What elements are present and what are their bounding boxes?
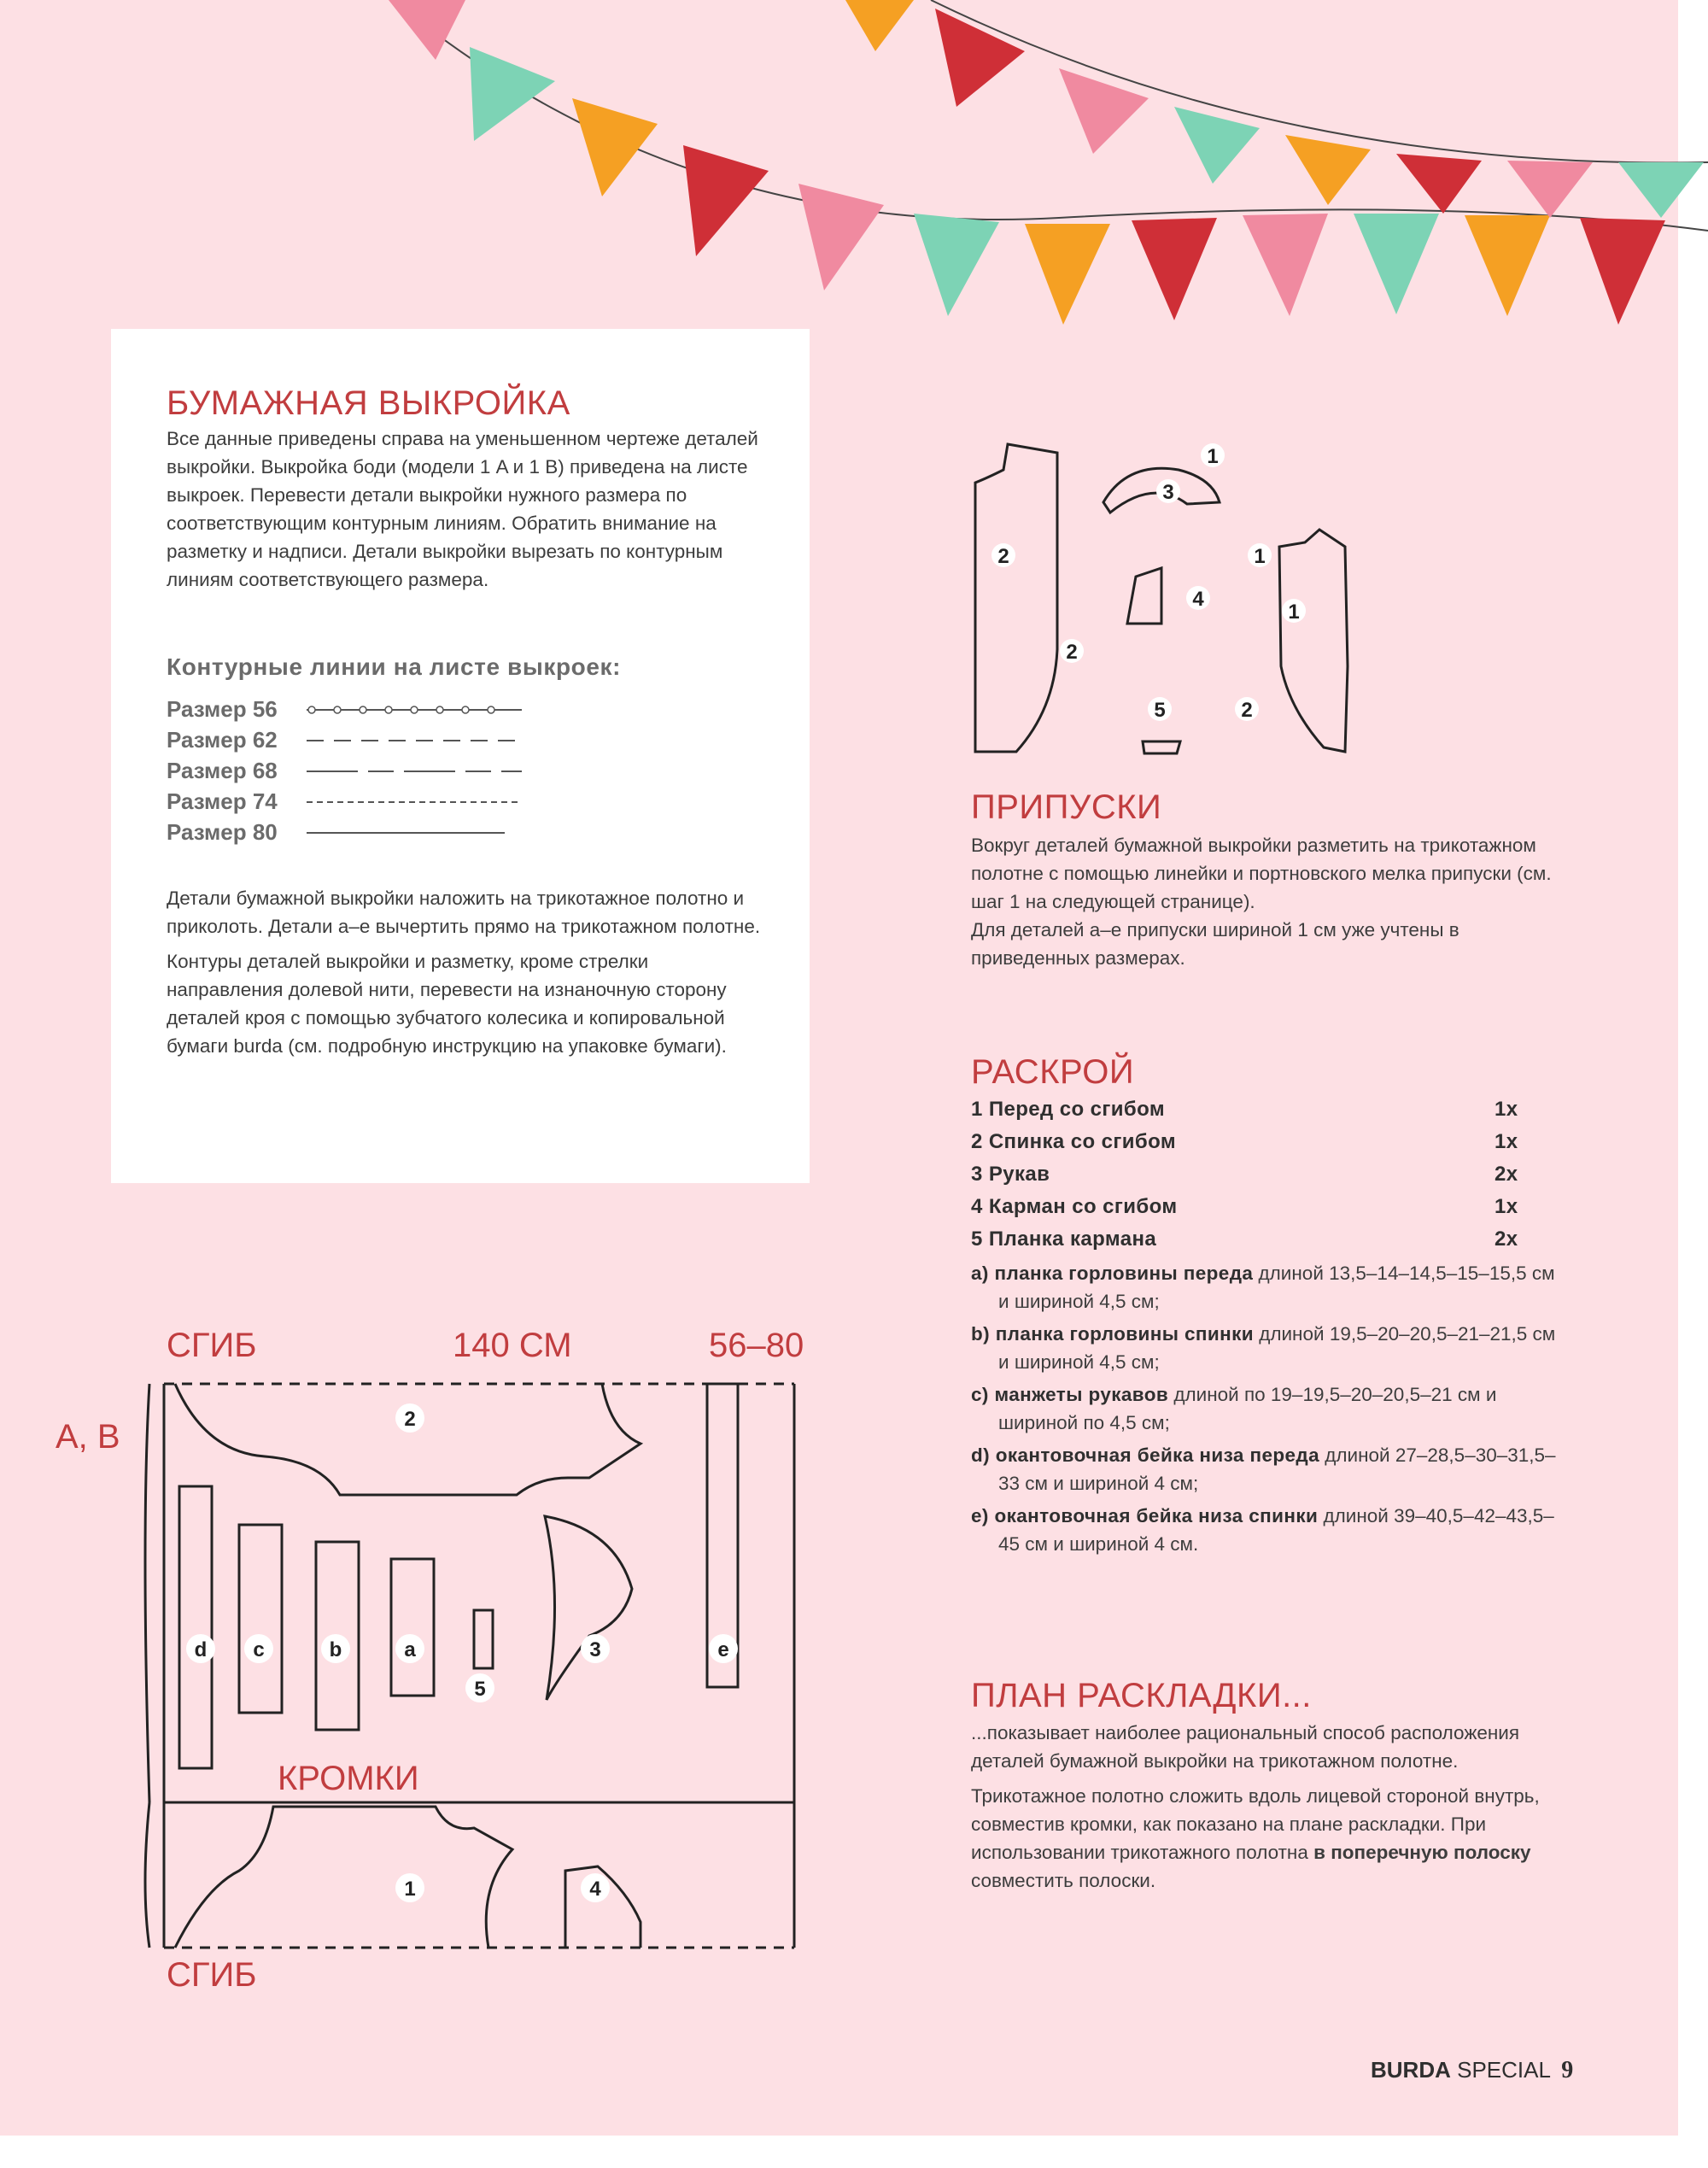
cut-extra-name: e) окантовочная бейка низа спинки [971, 1505, 1319, 1526]
flag [389, 0, 465, 60]
paper-pattern-intro: Все данные приведены справа на уменьшенном чертеже деталей выкройки. Выкройка боди (модели 1 A и 1 B) приведена на листе выкроек. Перевести детали выкройки нужного размера по соответствующим контурным линиям. Обратить внимание на разметку и надписи. Детали выкройки вырезать по контурным линиям соответствующего размера. [167, 428, 758, 590]
piece-label: 2 [1066, 641, 1078, 664]
cut-extra-text: длиной 27–28,5–30–31,5–33 см и шириной 4 см; [998, 1444, 1556, 1494]
paper-pattern-para2: Детали бумажной выкройки наложить на трикотажное полотно и приколоть. Детали a–e вычертить прямо на трикотажном полотне. [167, 888, 761, 937]
cut-extra [971, 1502, 1569, 1558]
piece-5 [474, 1610, 493, 1668]
paper-pattern-title: БУМАЖНАЯ ВЫКРОЙКА [167, 384, 570, 422]
seam-text2: Для деталей a–e припуски шириной 1 см уже учтены в приведенных размерах. [971, 919, 1459, 969]
line-long-short [303, 763, 525, 780]
piece-label: c [253, 1638, 265, 1661]
piece-label: 1 [1288, 601, 1300, 624]
cut-item-count: 2x [1494, 1163, 1518, 1186]
paper-pattern-note [111, 329, 810, 1183]
size-label: Размер 74 [167, 788, 278, 814]
flag [1025, 224, 1110, 325]
cut-extra-name: b) планка горловины спинки [971, 1323, 1254, 1345]
cut-item-count: 2x [1494, 1228, 1518, 1251]
cut-item [971, 1126, 1569, 1158]
models-label: A, B [56, 1418, 120, 1456]
piece-label: 2 [997, 545, 1009, 568]
size-label: Размер 62 [167, 727, 278, 753]
flag [470, 47, 555, 141]
front-piece-outline [1279, 530, 1348, 752]
size-label: Размер 68 [167, 758, 278, 783]
seam-title: ПРИПУСКИ [971, 788, 1162, 826]
cut-item [971, 1158, 1569, 1191]
piece-label: 1 [1207, 445, 1219, 468]
fold-label-bottom: СГИБ [167, 1956, 257, 1994]
back-piece-2 [175, 1384, 640, 1495]
footer-brand: BURDA [1371, 2057, 1451, 2083]
size-row [167, 788, 679, 819]
pattern-pieces-thumbnail [956, 427, 1366, 769]
cut-item-label: 5 Планка кармана [971, 1228, 1157, 1251]
flag [914, 214, 999, 316]
piece-label: 4 [589, 1878, 601, 1901]
contour-heading: Контурные линии на листе выкроек: [167, 653, 622, 680]
layout-plan-text1: ...показывает наиболее рациональный способ расположения деталей бумажной выкройки на трикотажном полотне. [971, 1722, 1520, 1772]
piece-label: 5 [1154, 699, 1166, 722]
cut-extra [971, 1320, 1569, 1376]
garland-string-upper [931, 0, 1708, 162]
piece-label: b [329, 1638, 342, 1661]
line-fine-dash [303, 794, 525, 811]
cut-extra-text: длиной 19,5–20–20,5–21–21,5 см и шириной 4,5 см; [998, 1323, 1556, 1373]
flag [1174, 107, 1260, 184]
cut-extra-name: d) окантовочная бейка низа переда [971, 1444, 1320, 1466]
page-number: 9 [1561, 2057, 1574, 2083]
line-dot-dash [303, 701, 525, 718]
line-dashed [303, 732, 525, 749]
cut-extra-name: a) планка горловины переда [971, 1263, 1254, 1284]
cutting-list [971, 1093, 1569, 1562]
back-piece-outline [975, 444, 1057, 752]
flag [798, 184, 884, 290]
strip-d [179, 1486, 212, 1768]
width-label: 140 СМ [453, 1327, 572, 1364]
cut-extra [971, 1441, 1569, 1497]
layout-plan-text [971, 1719, 1569, 1901]
piece-label: 1 [1254, 545, 1266, 568]
strip-c [239, 1525, 282, 1713]
piece-label: 2 [1241, 699, 1253, 722]
cutting-title: РАСКРОЙ [971, 1053, 1135, 1091]
size-row [167, 727, 679, 758]
pocket-band-outline [1143, 741, 1180, 753]
cut-item-label: 4 Карман со сгибом [971, 1195, 1178, 1218]
cut-extra-text: длиной 13,5–14–14,5–15–15,5 см и шириной 4,5 см; [998, 1263, 1555, 1312]
cut-extra [971, 1259, 1569, 1315]
layout-plan-title: ПЛАН РАСКЛАДКИ... [971, 1677, 1312, 1714]
flag [1059, 68, 1149, 154]
piece-label: a [404, 1638, 416, 1661]
flag [845, 0, 914, 51]
flag [1285, 135, 1371, 205]
seam-text [971, 831, 1569, 972]
piece-label: 1 [404, 1878, 416, 1901]
strip-a [391, 1559, 434, 1696]
size-row [167, 696, 679, 727]
size-label: Размер 80 [167, 819, 278, 845]
cut-item-label: 3 Рукав [971, 1163, 1050, 1186]
cut-item-label: 1 Перед со сгибом [971, 1098, 1166, 1121]
sleeve-piece-3 [545, 1516, 632, 1700]
piece-label: e [717, 1638, 729, 1661]
piece-label: 3 [1162, 481, 1174, 504]
page-footer [1371, 2057, 1573, 2084]
fold-label-top: СГИБ [167, 1327, 257, 1364]
flag [1354, 214, 1439, 314]
cut-item [971, 1191, 1569, 1223]
flag [683, 145, 769, 256]
cut-item [971, 1223, 1569, 1256]
seam-text1: Вокруг деталей бумажной выкройки разметить на трикотажном полотне с помощью линейки и портновского мелка припуски (см. шаг 1 на следующей странице). [971, 835, 1552, 912]
bunting-garland [0, 0, 1708, 359]
size-row [167, 819, 679, 850]
cut-extra-name: c) манжеты рукавов [971, 1384, 1169, 1405]
flag [1243, 214, 1328, 316]
flag [1132, 218, 1217, 320]
layout-diagram [137, 1358, 803, 1965]
cut-item-count: 1x [1494, 1098, 1518, 1121]
cut-item-count: 1x [1494, 1195, 1518, 1218]
cut-item [971, 1093, 1569, 1126]
flag [1507, 161, 1593, 218]
selvedges-label: КРОМКИ [278, 1760, 419, 1797]
flag [572, 98, 658, 196]
piece-label: 3 [589, 1638, 601, 1661]
piece-label: d [194, 1638, 208, 1661]
flag [1618, 162, 1704, 218]
front-piece-1 [175, 1807, 512, 1948]
layout-plan-text2: Трикотажное полотно сложить вдоль лицевой стороной внутрь, совместив кромки, как показано на плане раскладки. При использовании трикотажного полотна в поперечную полоску совместить полоски. [971, 1785, 1540, 1891]
flag [1396, 154, 1482, 214]
piece-label: 2 [404, 1408, 416, 1431]
footer-special: SPECIAL [1457, 2057, 1550, 2083]
size-row [167, 758, 679, 788]
flag [1465, 215, 1550, 316]
fold-bracket [145, 1384, 149, 1948]
line-solid [303, 824, 525, 841]
cut-extra [971, 1380, 1569, 1437]
sizes-label: 56–80 [709, 1327, 804, 1364]
size-label: Размер 56 [167, 696, 278, 722]
cut-item-label: 2 Спинка со сгибом [971, 1130, 1177, 1153]
size-legend [167, 696, 679, 850]
flag [1580, 218, 1665, 325]
paper-pattern-text [167, 884, 764, 1067]
cut-extra-text: длиной по 19–19,5–20–20,5–21 см и шириной по 4,5 см; [998, 1384, 1497, 1433]
cut-extra-text: длиной 39–40,5–42–43,5–45 см и шириной 4 см. [998, 1505, 1554, 1555]
cut-item-count: 1x [1494, 1130, 1518, 1153]
paper-pattern-para3: Контуры деталей выкройки и разметку, кроме стрелки направления долевой нити, перевести на изнаночную сторону деталей кроя с помощью зубчатого колесика и копировальной бумаги burda (см. подробную инструкцию на упаковке бумаги). [167, 951, 727, 1057]
piece-label: 5 [474, 1678, 486, 1701]
pocket-outline [1127, 568, 1161, 624]
piece-label: 4 [1192, 588, 1204, 611]
